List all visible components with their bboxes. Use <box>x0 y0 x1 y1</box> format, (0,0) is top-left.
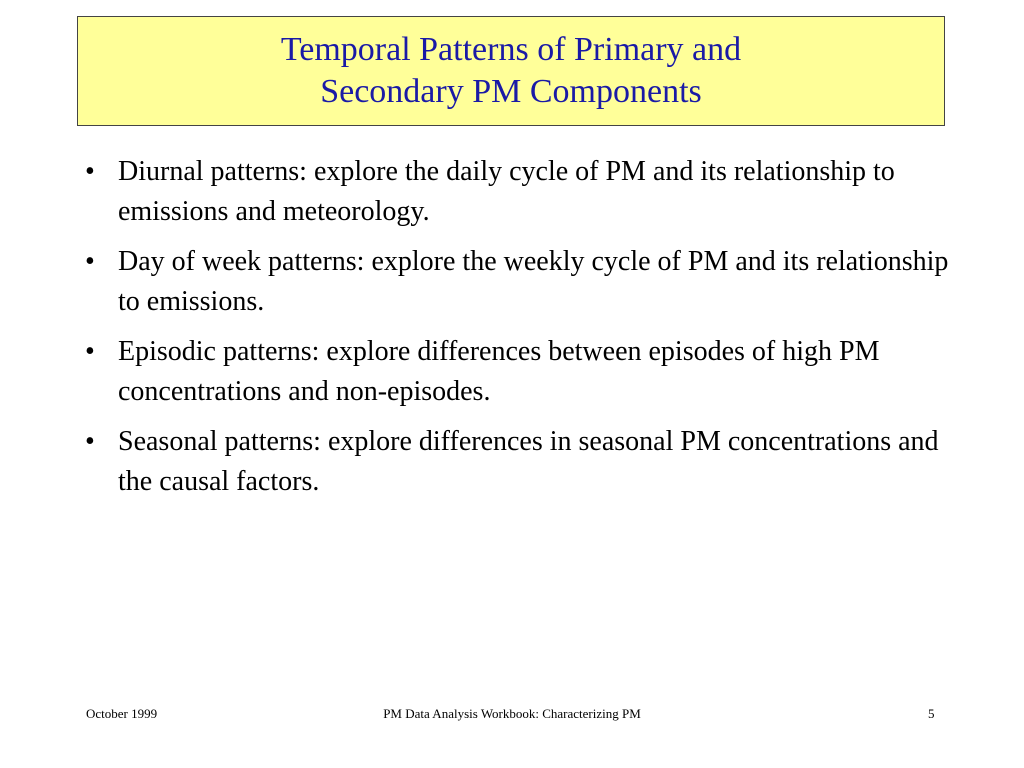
bullet-dot-icon: • <box>85 336 95 367</box>
bullet-item-diurnal <box>82 152 952 232</box>
slide-title-box <box>77 16 945 126</box>
bullet-dot-icon: • <box>85 426 95 457</box>
bullet-item-episodic <box>82 332 952 412</box>
bullet-dot-icon: • <box>85 156 95 187</box>
bullet-dot-icon: • <box>85 246 95 277</box>
bullet-item-seasonal <box>82 422 952 502</box>
bullet-text: Diurnal patterns: explore the daily cycle of PM and its relationship to emissions and meteorology. <box>118 156 895 227</box>
bullet-list <box>82 152 952 512</box>
bullet-item-day-of-week <box>82 242 952 322</box>
footer-page-number: 5 <box>928 706 935 721</box>
slide-title-line-2: Secondary PM Components <box>320 73 702 110</box>
footer-date: October 1999 <box>86 706 158 721</box>
footer-workbook-title: PM Data Analysis Workbook: Characterizing PM <box>383 706 641 721</box>
bullet-text: Day of week patterns: explore the weekly cycle of PM and its relationship to emissions. <box>118 246 949 317</box>
bullet-text: Seasonal patterns: explore differences in seasonal PM concentrations and the causal factors. <box>118 426 939 497</box>
slide-title-line-1: Temporal Patterns of Primary and <box>280 31 742 68</box>
bullet-text: Episodic patterns: explore differences between episodes of high PM concentrations and non-episodes. <box>118 336 880 407</box>
